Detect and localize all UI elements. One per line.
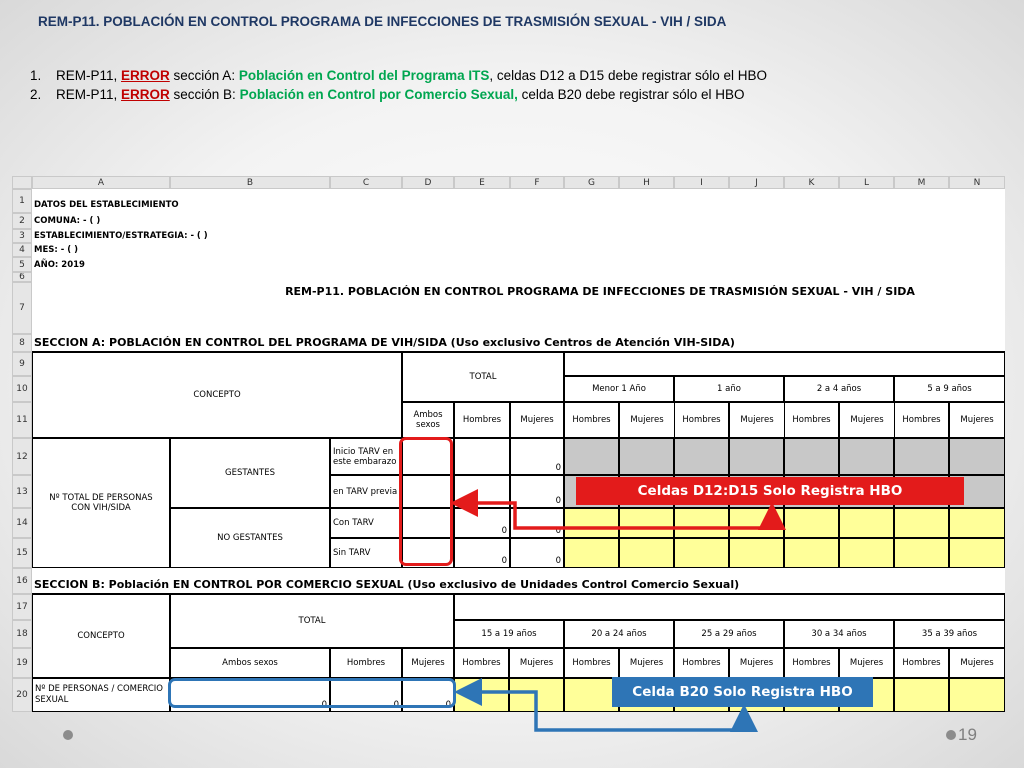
row-header: 4 [12,243,32,257]
row-header: 8 [12,334,32,352]
column-header: I [674,176,729,189]
sec-b-age-group: 35 a 39 años [894,620,1005,648]
note-section: sección A: [169,68,239,83]
sec-a-hombres-header: Hombres [674,402,729,438]
row-header: 3 [12,229,32,243]
note-detail: , celdas D12 a D15 debe registrar sólo el HBO [489,68,768,83]
sec-a-sub-label: en TARV previa [330,475,402,508]
note-number: 2. [30,87,42,102]
sec-b-hombres-header: Hombres [330,648,402,678]
sec-b-mujeres-header: Mujeres [839,648,894,678]
sec-b-age-group: 20 a 24 años [564,620,674,648]
column-header: D [402,176,454,189]
sec-b-age-group: 30 a 34 años [784,620,894,648]
blue-arrow [461,692,744,730]
sec-b-mujeres-header: Mujeres [619,648,674,678]
sec-a-hombres-header: Hombres [894,402,949,438]
sec-a-data-cell: 0 [454,538,510,568]
sec-b-total-header: TOTAL [170,594,454,648]
row-header: 13 [12,475,32,508]
sec-b-row-label: Nº DE PERSONAS / COMERCIO SEXUAL [32,678,170,712]
sec-a-row-label: Nº TOTAL DE PERSONAS CON VIH/SIDA [32,438,170,568]
sec-a-sub-label: Inicio TARV en este embarazo [330,438,402,475]
row-header: 5 [12,257,32,272]
left-dot [63,730,73,740]
sheet-cell-r5: AÑO: 2019 [34,259,85,270]
callout-red: Celdas D12:D15 Solo Registra HBO [576,477,964,505]
row-header: 20 [12,678,32,712]
row-header: 18 [12,620,32,648]
row-header: 15 [12,538,32,568]
row-header: 19 [12,648,32,678]
column-header: E [454,176,510,189]
sec-b-hombres-header: Hombres [564,648,619,678]
sec-a-data-cell: 0 [510,438,564,475]
column-header: N [949,176,1005,189]
row-header: 11 [12,402,32,438]
sec-a-hombres-header: Hombres [564,402,619,438]
sec-a-ambos-header: Ambos sexos [402,402,454,438]
sec-a-mujeres-header: Mujeres [949,402,1005,438]
sec-b-concepto-header: CONCEPTO [32,594,170,678]
sec-a-hombres-header: Hombres [784,402,839,438]
sheet-cell-r4: MES: - ( ) [34,245,78,255]
sec-a-concepto-header: CONCEPTO [32,352,402,438]
sec-a-mujeres-header: Mujeres [729,402,785,438]
page-number: 19 [958,725,977,744]
sec-a-hombres-header: Hombres [454,402,510,438]
callout-blue: Celda B20 Solo Registra HBO [612,677,873,707]
note-detail: celda B20 debe registrar sólo el HBO [517,87,745,102]
right-dot [946,730,956,740]
sec-b-hombres-header: Hombres [454,648,509,678]
column-header: A [32,176,170,189]
sec-a-no-gestantes: NO GESTANTES [170,508,330,568]
sec-a-data-cell: 0 [510,538,564,568]
column-header: H [619,176,674,189]
sec-a-data-cell: 0 [510,508,564,538]
note-number: 1. [30,68,42,83]
note-error-label: ERROR [121,87,170,102]
sec-b-hombres-header: Hombres [674,648,729,678]
sec-b-mujeres-header: Mujeres [402,648,454,678]
row-header: 7 [12,282,32,334]
sec-b-data-cell: 0 [330,678,402,712]
column-header: L [839,176,894,189]
sheet-report-title: REM-P11. POBLACIÓN EN CONTROL PROGRAMA DE INFECCIONES DE TRASMISIÓN SEXUAL - VIH / SIDA [285,284,915,298]
sec-a-data-cell: 0 [510,475,564,508]
sec-a-mujeres-header: Mujeres [510,402,564,438]
note-highlight: Población en Control por Comercio Sexual, [239,87,518,102]
row-header: 12 [12,438,32,475]
sec-a-age-group: Menor 1 Año [564,376,674,402]
sec-a-data-cell: 0 [454,508,510,538]
sec-b-mujeres-header: Mujeres [949,648,1005,678]
sec-a-mujeres-header: Mujeres [839,402,895,438]
sec-b-age-group: 15 a 19 años [454,620,564,648]
sheet-cell-r3: ESTABLECIMIENTO/ESTRATEGIA: - ( ) [34,231,208,241]
sec-a-mujeres-header: Mujeres [619,402,675,438]
note-prefix: REM-P11, [56,68,122,83]
row-header: 2 [12,213,32,229]
sec-b-hombres-header: Hombres [894,648,949,678]
row-header: 6 [12,272,32,282]
sec-a-age-group: 2 a 4 años [784,376,894,402]
sec-b-age-group: 25 a 29 años [674,620,784,648]
column-header: M [894,176,949,189]
sec-a-sub-label: Con TARV [330,508,402,538]
column-header: C [330,176,402,189]
column-header: J [729,176,784,189]
sec-a-gestantes: GESTANTES [170,438,330,508]
sec-b-data-cell: 0 [170,678,330,712]
note-highlight: Población en Control del Programa ITS [238,68,490,83]
sec-b-ambos-header: Ambos sexos [170,648,330,678]
column-header: G [564,176,619,189]
sec-b-mujeres-header: Mujeres [729,648,784,678]
sec-a-age-group: 5 a 9 años [894,376,1005,402]
sec-b-mujeres-header: Mujeres [509,648,564,678]
sec-a-sub-label: Sin TARV [330,538,402,568]
row-header: 1 [12,189,32,213]
column-header: K [784,176,839,189]
sheet-cell-r1: DATOS DEL ESTABLECIMIENTO [34,199,179,210]
row-header: 14 [12,508,32,538]
row-header: 10 [12,376,32,402]
note-section: sección B: [169,87,240,102]
row-header: 17 [12,594,32,620]
red-arrow [457,503,772,528]
row-header: 16 [12,568,32,594]
sec-a-total-header: TOTAL [402,352,564,402]
column-header: B [170,176,330,189]
note-prefix: REM-P11, [56,87,122,102]
section-a-title: SECCION A: POBLACIÓN EN CONTROL DEL PROGRAMA DE VIH/SIDA (Uso exclusivo Centros de Atención VIH-SIDA) [32,334,1005,352]
section-b-title: SECCION B: Población EN CONTROL POR COMERCIO SEXUAL (Uso exclusivo de Unidades Control Comercio Sexual) [32,576,1005,594]
slide-title: REM-P11. POBLACIÓN EN CONTROL PROGRAMA DE INFECCIONES DE TRASMISIÓN SEXUAL - VIH / SIDA [38,14,727,29]
column-header: F [510,176,564,189]
sec-a-age-group: 1 año [674,376,784,402]
sec-b-hombres-header: Hombres [784,648,839,678]
sec-b-data-cell: 0 [402,678,454,712]
note-error-label: ERROR [121,68,170,83]
row-header: 9 [12,352,32,376]
sheet-cell-r2: COMUNA: - ( ) [34,216,101,226]
